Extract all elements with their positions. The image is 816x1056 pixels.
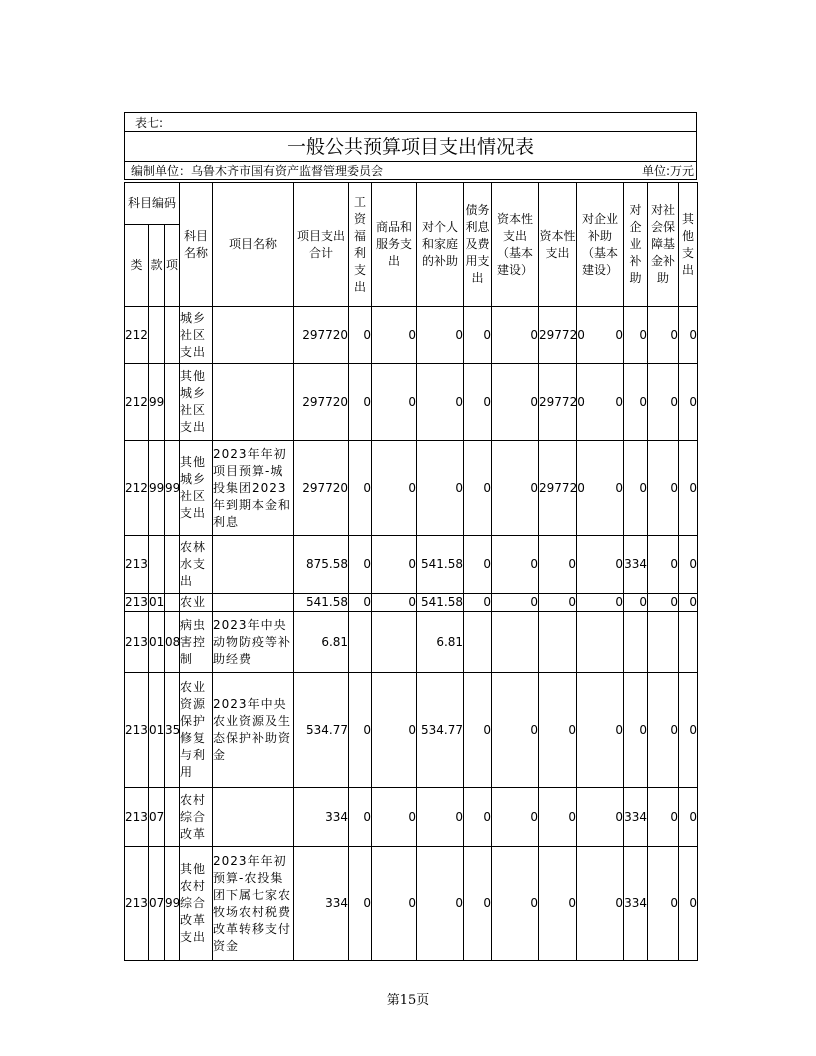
cell-ent-basic: 0 <box>577 364 624 441</box>
cell-wage: 0 <box>349 847 372 961</box>
cell-family: 0 <box>417 441 464 536</box>
header-other: 其他支出 <box>679 183 698 307</box>
cell-kuan <box>149 307 165 364</box>
cell-goods: 0 <box>372 594 417 612</box>
cell-capital <box>539 612 577 673</box>
cell-other: 0 <box>679 594 698 612</box>
cell-goods: 0 <box>372 847 417 961</box>
cell-other: 0 <box>679 441 698 536</box>
cell-other: 0 <box>679 847 698 961</box>
cell-subject: 农村综合改革 <box>180 788 213 847</box>
cell-xiang <box>165 788 180 847</box>
cell-kuan: 01 <box>149 594 165 612</box>
cell-wage: 0 <box>349 536 372 594</box>
cell-subject: 农业 <box>180 594 213 612</box>
cell-goods: 0 <box>372 673 417 788</box>
header-enterprise: 对企业补助 <box>624 183 648 307</box>
page-number: 第15页 <box>386 993 430 1008</box>
cell-total: 875.58 <box>294 536 349 594</box>
cell-total: 334 <box>294 788 349 847</box>
header-enterprise-basic: 对企业补助（基本建设） <box>577 183 624 307</box>
cell-capital-basic: 0 <box>492 594 539 612</box>
cell-xiang: 35 <box>165 673 180 788</box>
compiling-unit: 编制单位：乌鲁木齐市国有资产监督管理委员会 <box>131 164 384 178</box>
cell-debt: 0 <box>464 536 492 594</box>
cell-xiang <box>165 307 180 364</box>
cell-family: 0 <box>417 307 464 364</box>
cell-goods: 0 <box>372 364 417 441</box>
header-total: 项目支出合计 <box>294 183 349 307</box>
cell-social: 0 <box>648 364 679 441</box>
cell-subject: 其他城乡社区支出 <box>180 441 213 536</box>
cell-capital-basic: 0 <box>492 441 539 536</box>
cell-ent-basic: 0 <box>577 441 624 536</box>
cell-capital: 0 <box>539 673 577 788</box>
cell-family: 541.58 <box>417 536 464 594</box>
cell-capital-basic: 0 <box>492 364 539 441</box>
cell-ent: 0 <box>624 673 648 788</box>
cell-goods: 0 <box>372 441 417 536</box>
cell-kuan: 99 <box>149 364 165 441</box>
table-row <box>125 612 698 673</box>
cell-subject: 其他农村综合改革支出 <box>180 847 213 961</box>
cell-social: 0 <box>648 847 679 961</box>
cell-wage: 0 <box>349 307 372 364</box>
cell-xiang <box>165 364 180 441</box>
cell-capital: 0 <box>539 788 577 847</box>
cell-ent-basic: 0 <box>577 536 624 594</box>
cell-other: 0 <box>679 536 698 594</box>
header-debt: 债务利息及费用支出 <box>464 183 492 307</box>
cell-project: 2023年中央动物防疫等补助经费 <box>213 612 294 673</box>
table-title: 一般公共预算项目支出情况表 <box>124 132 697 162</box>
cell-ent-basic: 0 <box>577 847 624 961</box>
cell-capital: 297720 <box>539 441 577 536</box>
cell-debt <box>464 612 492 673</box>
table-row <box>125 673 698 788</box>
cell-kuan: 99 <box>149 441 165 536</box>
cell-capital: 0 <box>539 847 577 961</box>
cell-other: 0 <box>679 364 698 441</box>
cell-subject: 农林水支出 <box>180 536 213 594</box>
cell-kuan: 01 <box>149 612 165 673</box>
cell-subject: 其他城乡社区支出 <box>180 364 213 441</box>
cell-other: 0 <box>679 307 698 364</box>
cell-total: 541.58 <box>294 594 349 612</box>
cell-capital-basic: 0 <box>492 536 539 594</box>
cell-lei: 213 <box>125 788 149 847</box>
cell-ent-basic: 0 <box>577 788 624 847</box>
cell-goods: 0 <box>372 307 417 364</box>
cell-goods: 0 <box>372 536 417 594</box>
cell-debt: 0 <box>464 673 492 788</box>
cell-ent-basic: 0 <box>577 594 624 612</box>
cell-family: 0 <box>417 847 464 961</box>
cell-capital-basic: 0 <box>492 847 539 961</box>
cell-ent: 334 <box>624 847 648 961</box>
cell-xiang: 99 <box>165 847 180 961</box>
cell-social: 0 <box>648 788 679 847</box>
header-wage: 工资福利支出 <box>349 183 372 307</box>
cell-family: 541.58 <box>417 594 464 612</box>
cell-lei: 213 <box>125 536 149 594</box>
cell-project <box>213 594 294 612</box>
cell-capital: 0 <box>539 536 577 594</box>
cell-capital-basic: 0 <box>492 673 539 788</box>
cell-debt: 0 <box>464 788 492 847</box>
cell-ent-basic: 0 <box>577 673 624 788</box>
cell-family: 0 <box>417 364 464 441</box>
cell-xiang: 08 <box>165 612 180 673</box>
cell-ent: 334 <box>624 788 648 847</box>
cell-project <box>213 364 294 441</box>
cell-kuan: 01 <box>149 673 165 788</box>
table-sheet <box>124 112 697 180</box>
cell-social: 0 <box>648 594 679 612</box>
cell-capital: 297720 <box>539 307 577 364</box>
cell-other <box>679 612 698 673</box>
cell-wage: 0 <box>349 673 372 788</box>
cell-ent: 0 <box>624 364 648 441</box>
cell-family: 0 <box>417 788 464 847</box>
cell-kuan: 07 <box>149 788 165 847</box>
table-row <box>125 441 698 536</box>
header-family: 对个人和家庭的补助 <box>417 183 464 307</box>
cell-project <box>213 536 294 594</box>
cell-social: 0 <box>648 441 679 536</box>
table-row <box>125 307 698 364</box>
cell-capital-basic: 0 <box>492 307 539 364</box>
cell-capital-basic: 0 <box>492 788 539 847</box>
cell-xiang <box>165 594 180 612</box>
cell-capital-basic <box>492 612 539 673</box>
cell-wage <box>349 612 372 673</box>
cell-kuan: 07 <box>149 847 165 961</box>
header-code-group: 科目编码 <box>125 183 180 225</box>
cell-social <box>648 612 679 673</box>
cell-lei: 212 <box>125 364 149 441</box>
table-row <box>125 536 698 594</box>
cell-wage: 0 <box>349 364 372 441</box>
cell-other: 0 <box>679 673 698 788</box>
cell-ent <box>624 612 648 673</box>
cell-total: 297720 <box>294 441 349 536</box>
cell-ent-basic <box>577 612 624 673</box>
header-goods: 商品和服务支出 <box>372 183 417 307</box>
cell-project: 2023年年初预算-农投集团下属七家农牧场农村税费改革转移支付资金 <box>213 847 294 961</box>
cell-xiang <box>165 536 180 594</box>
cell-subject: 城乡社区支出 <box>180 307 213 364</box>
cell-total: 534.77 <box>294 673 349 788</box>
cell-capital: 0 <box>539 594 577 612</box>
header-lei: 类 <box>125 225 149 307</box>
cell-project <box>213 307 294 364</box>
cell-total: 297720 <box>294 307 349 364</box>
cell-social: 0 <box>648 307 679 364</box>
cell-debt: 0 <box>464 364 492 441</box>
table-row <box>125 788 698 847</box>
cell-subject: 农业资源保护修复与利用 <box>180 673 213 788</box>
cell-goods: 0 <box>372 788 417 847</box>
header-row-1 <box>125 183 698 225</box>
header-subject-name: 科目名称 <box>180 183 213 307</box>
cell-lei: 213 <box>125 673 149 788</box>
cell-capital: 297720 <box>539 364 577 441</box>
header-capital: 资本性支出 <box>539 183 577 307</box>
cell-project: 2023年年初项目预算-城投集团2023年到期本金和利息 <box>213 441 294 536</box>
cell-subject: 病虫害控制 <box>180 612 213 673</box>
cell-other: 0 <box>679 788 698 847</box>
header-social: 对社会保障基金补助 <box>648 183 679 307</box>
table-row <box>125 594 698 612</box>
table-label: 表七: <box>124 112 697 132</box>
cell-social: 0 <box>648 673 679 788</box>
cell-ent: 0 <box>624 307 648 364</box>
table-row <box>125 364 698 441</box>
cell-debt: 0 <box>464 307 492 364</box>
cell-kuan <box>149 536 165 594</box>
header-capital-basic: 资本性支出（基本建设） <box>492 183 539 307</box>
header-xiang: 项 <box>165 225 180 307</box>
cell-xiang: 99 <box>165 441 180 536</box>
unit-row <box>124 162 697 180</box>
header-project-name: 项目名称 <box>213 183 294 307</box>
cell-social: 0 <box>648 536 679 594</box>
cell-total: 6.81 <box>294 612 349 673</box>
cell-lei: 213 <box>125 612 149 673</box>
cell-lei: 213 <box>125 847 149 961</box>
cell-lei: 212 <box>125 307 149 364</box>
cell-wage: 0 <box>349 788 372 847</box>
currency-unit: 单位:万元 <box>641 164 694 178</box>
cell-ent-basic: 0 <box>577 307 624 364</box>
cell-ent: 0 <box>624 594 648 612</box>
cell-family: 6.81 <box>417 612 464 673</box>
expenditure-table <box>124 182 698 961</box>
cell-total: 334 <box>294 847 349 961</box>
table-row <box>125 847 698 961</box>
cell-lei: 212 <box>125 441 149 536</box>
cell-wage: 0 <box>349 441 372 536</box>
header-kuan: 款 <box>149 225 165 307</box>
cell-ent: 334 <box>624 536 648 594</box>
cell-lei: 213 <box>125 594 149 612</box>
cell-debt: 0 <box>464 847 492 961</box>
cell-project <box>213 788 294 847</box>
cell-wage: 0 <box>349 594 372 612</box>
cell-ent: 0 <box>624 441 648 536</box>
cell-project: 2023年中央农业资源及生态保护补助资金 <box>213 673 294 788</box>
cell-total: 297720 <box>294 364 349 441</box>
cell-family: 534.77 <box>417 673 464 788</box>
cell-goods <box>372 612 417 673</box>
cell-debt: 0 <box>464 441 492 536</box>
cell-debt: 0 <box>464 594 492 612</box>
